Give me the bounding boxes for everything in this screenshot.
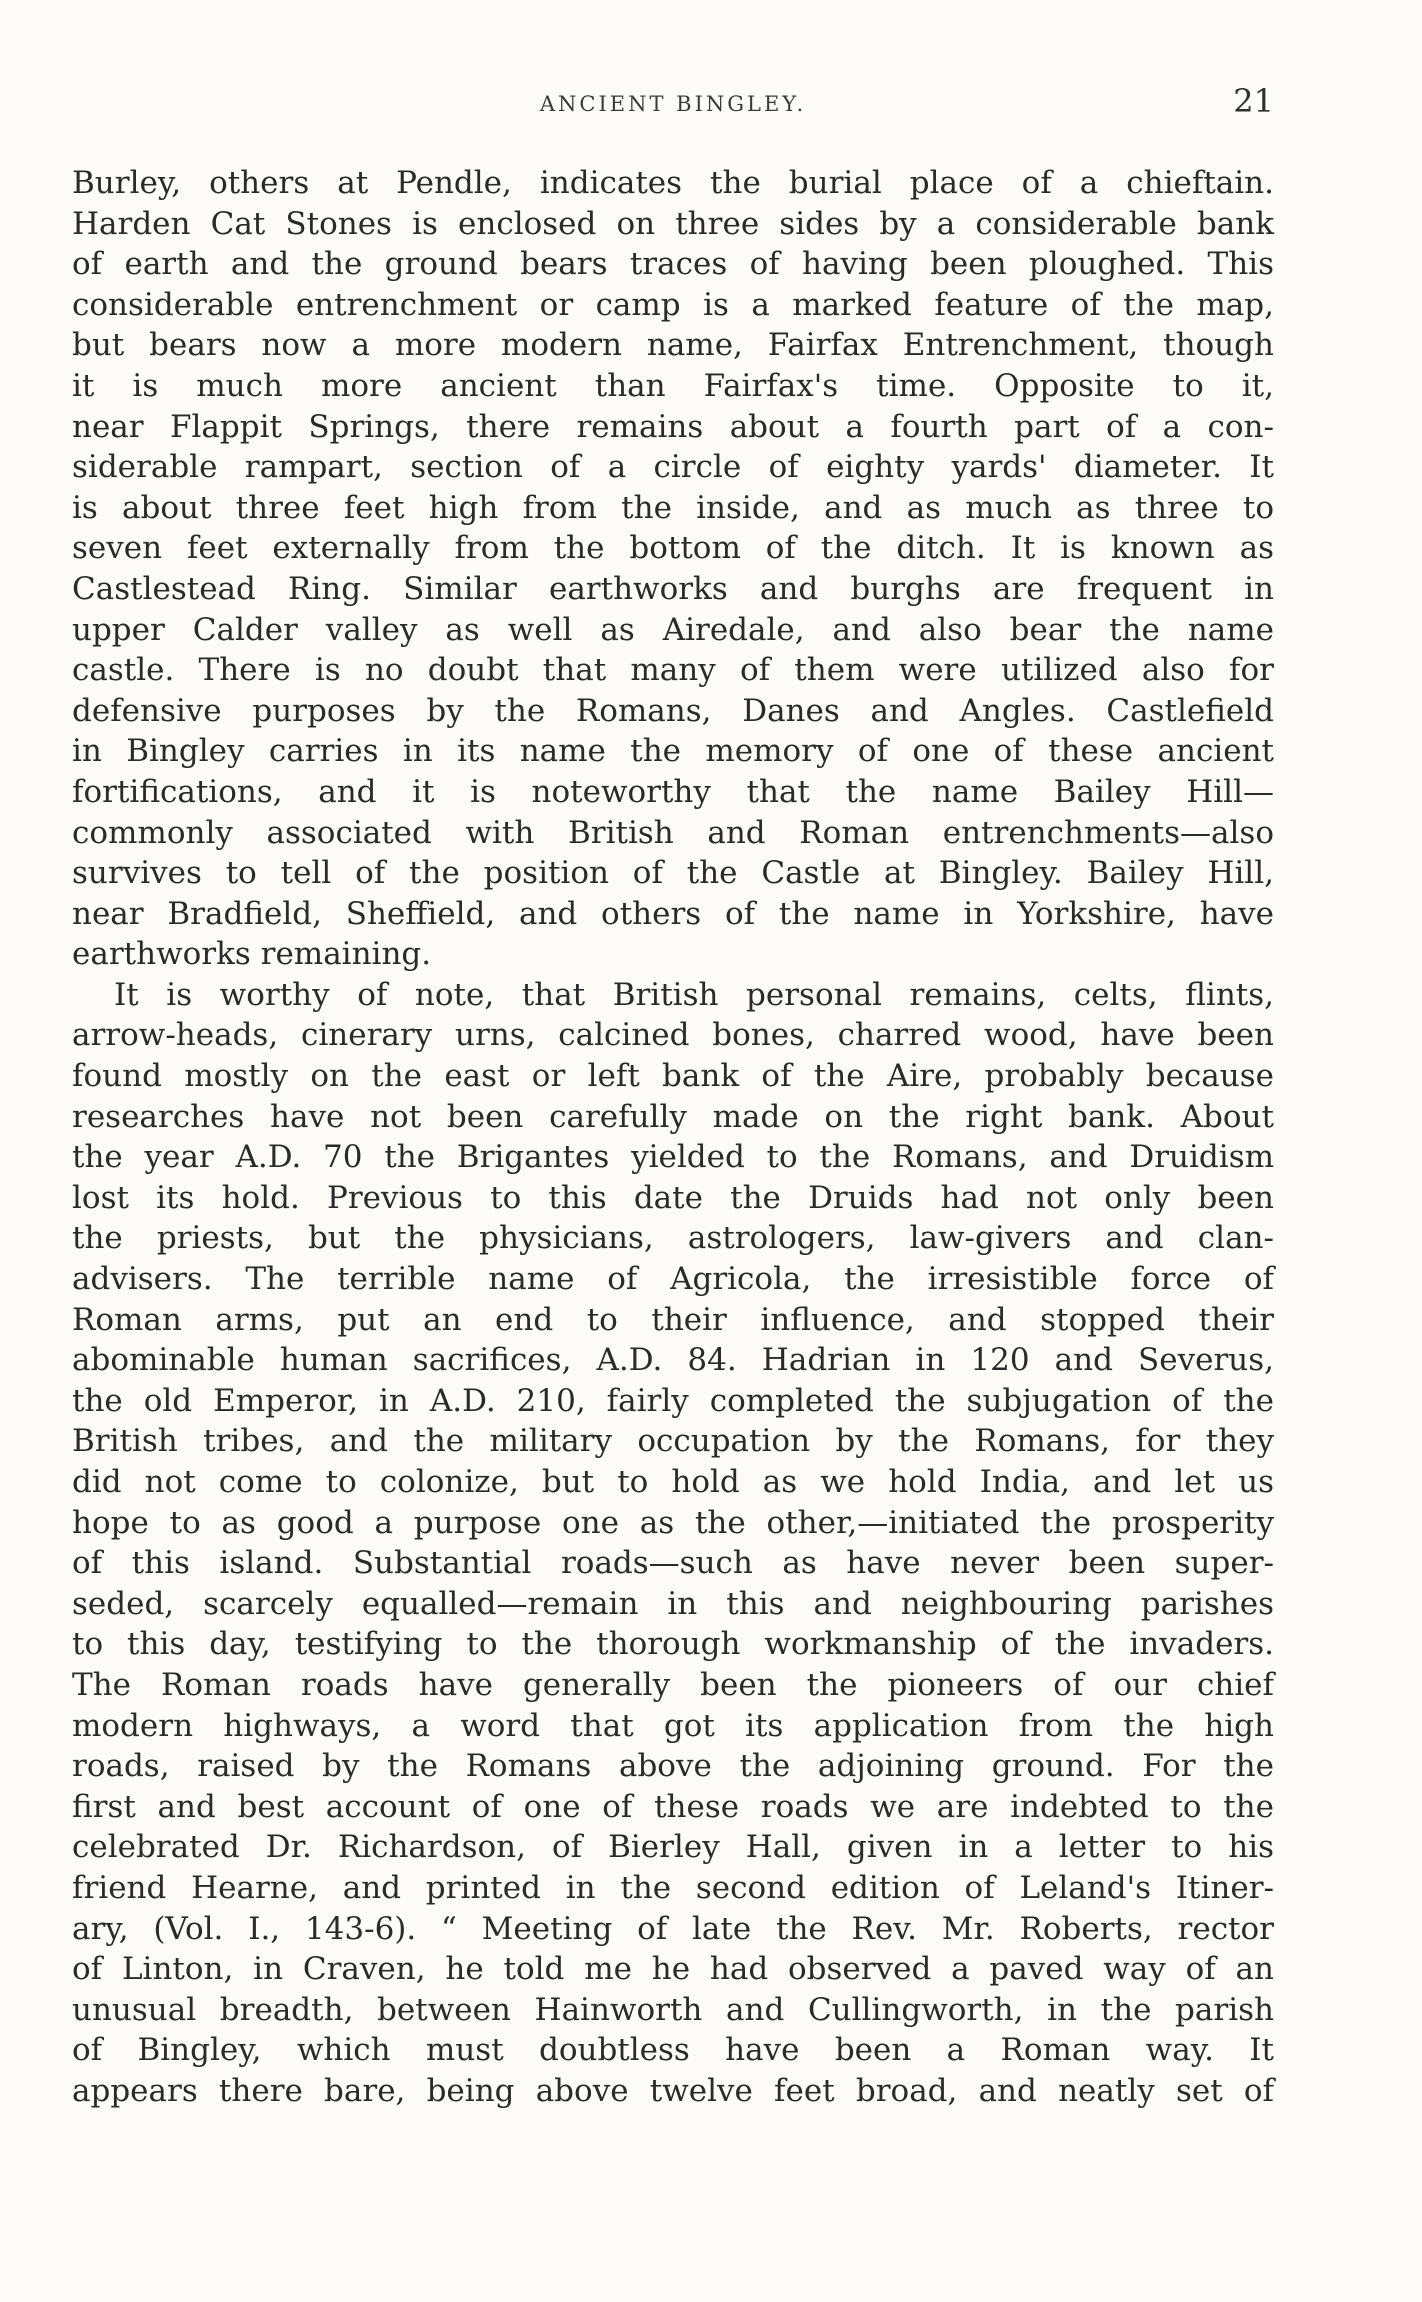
text-line: arrow-heads, cinerary urns, calcined bones, charred wood, have been xyxy=(72,1017,1274,1054)
text-line: abominable human sacrifices, A.D. 84. Hadrian in 120 and Severus, xyxy=(72,1342,1274,1379)
text-line: first and best account of one of these roads we are indebted to the xyxy=(72,1788,1274,1825)
text-line: in Bingley carries in its name the memory of one of these ancient xyxy=(72,733,1274,770)
text-line: it is much more ancient than Fairfax's time. Opposite to it, xyxy=(72,367,1274,404)
text-line: the year A.D. 70 the Brigantes yielded to the Romans, and Druidism xyxy=(72,1139,1274,1176)
page-number: 21 xyxy=(1233,82,1274,120)
text-line: defensive purposes by the Romans, Danes and Angles. Castlefield xyxy=(72,692,1274,729)
body-text xyxy=(72,163,1274,2112)
text-line: hope to as good a purpose one as the other,—initiated the prosperity xyxy=(72,1504,1274,1541)
text-line: castle. There is no doubt that many of them were utilized also for xyxy=(72,652,1274,689)
text-line: researches have not been carefully made on the right bank. About xyxy=(72,1098,1274,1135)
text-line: ary, (Vol. I., 143-6). “ Meeting of late the Rev. Mr. Roberts, rector xyxy=(72,1910,1274,1947)
text-line: upper Calder valley as well as Airedale, and also bear the name xyxy=(72,611,1274,648)
text-line: friend Hearne, and printed in the second edition of Leland's Itiner- xyxy=(72,1869,1274,1906)
text-line: near Flappit Springs, there remains about a fourth part of a con- xyxy=(72,408,1274,445)
text-line: of this island. Substantial roads—such as have never been super- xyxy=(72,1545,1274,1582)
text-line: roads, raised by the Romans above the adjoining ground. For the xyxy=(72,1748,1274,1785)
text-line: Harden Cat Stones is enclosed on three sides by a considerable bank xyxy=(72,205,1274,242)
text-line: lost its hold. Previous to this date the Druids had not only been xyxy=(72,1179,1274,1216)
text-line: near Bradfield, Sheffield, and others of the name in Yorkshire, have xyxy=(72,895,1274,932)
text-line: seded, scarcely equalled—remain in this and neighbouring parishes xyxy=(72,1585,1274,1622)
text-line: advisers. The terrible name of Agricola, the irresistible force of xyxy=(72,1261,1274,1298)
text-line: the old Emperor, in A.D. 210, fairly completed the subjugation of the xyxy=(72,1382,1274,1419)
text-line: modern highways, a word that got its application from the high xyxy=(72,1707,1274,1744)
text-line: unusual breadth, between Hainworth and Cullingworth, in the parish xyxy=(72,1991,1274,2028)
text-line: the priests, but the physicians, astrologers, law-givers and clan- xyxy=(72,1220,1274,1257)
running-title: ANCIENT BINGLEY. xyxy=(539,92,807,116)
text-line: survives to tell of the position of the Castle at Bingley. Bailey Hill, xyxy=(72,855,1274,892)
text-line: appears there bare, being above twelve feet broad, and neatly set of xyxy=(72,2072,1274,2109)
text-line: of Linton, in Craven, he told me he had observed a paved way of an xyxy=(72,1951,1274,1988)
text-line: to this day, testifying to the thorough workmanship of the invaders. xyxy=(72,1626,1274,1663)
text-line: Castlestead Ring. Similar earthworks and burghs are frequent in xyxy=(72,570,1274,607)
text-line: of earth and the ground bears traces of having been ploughed. This xyxy=(72,246,1274,283)
text-line: seven feet externally from the bottom of the ditch. It is known as xyxy=(72,530,1274,567)
text-line: Burley, others at Pendle, indicates the burial place of a chieftain. xyxy=(72,165,1274,201)
text-line: did not come to colonize, but to hold as we hold India, and let us xyxy=(72,1464,1274,1500)
text-line: considerable entrenchment or camp is a marked feature of the map, xyxy=(72,286,1274,323)
text-line: of Bingley, which must doubtless have been a Roman way. It xyxy=(72,2032,1274,2069)
text-line: earthworks remaining. xyxy=(72,936,432,973)
text-line: found mostly on the east or left bank of the Aire, probably because xyxy=(72,1058,1274,1095)
text-line: is about three feet high from the inside, and as much as three to xyxy=(72,489,1274,526)
text-line: British tribes, and the military occupation by the Romans, for they xyxy=(72,1423,1274,1460)
text-line: fortifications, and it is noteworthy that the name Bailey Hill— xyxy=(72,773,1274,810)
text-line: but bears now a more modern name, Fairfax Entrenchment, though xyxy=(72,327,1274,364)
page-header xyxy=(72,82,1274,130)
text-line: siderable rampart, section of a circle of eighty yards' diameter. It xyxy=(72,449,1274,486)
text-line: It is worthy of note, that British personal remains, celts, flints, xyxy=(114,976,1274,1013)
text-line: celebrated Dr. Richardson, of Bierley Hall, given in a letter to his xyxy=(72,1829,1274,1866)
text-line: commonly associated with British and Roman entrenchments—also xyxy=(72,814,1274,851)
text-line: Roman arms, put an end to their influence, and stopped their xyxy=(72,1301,1274,1338)
text-line: The Roman roads have generally been the pioneers of our chief xyxy=(72,1666,1274,1703)
